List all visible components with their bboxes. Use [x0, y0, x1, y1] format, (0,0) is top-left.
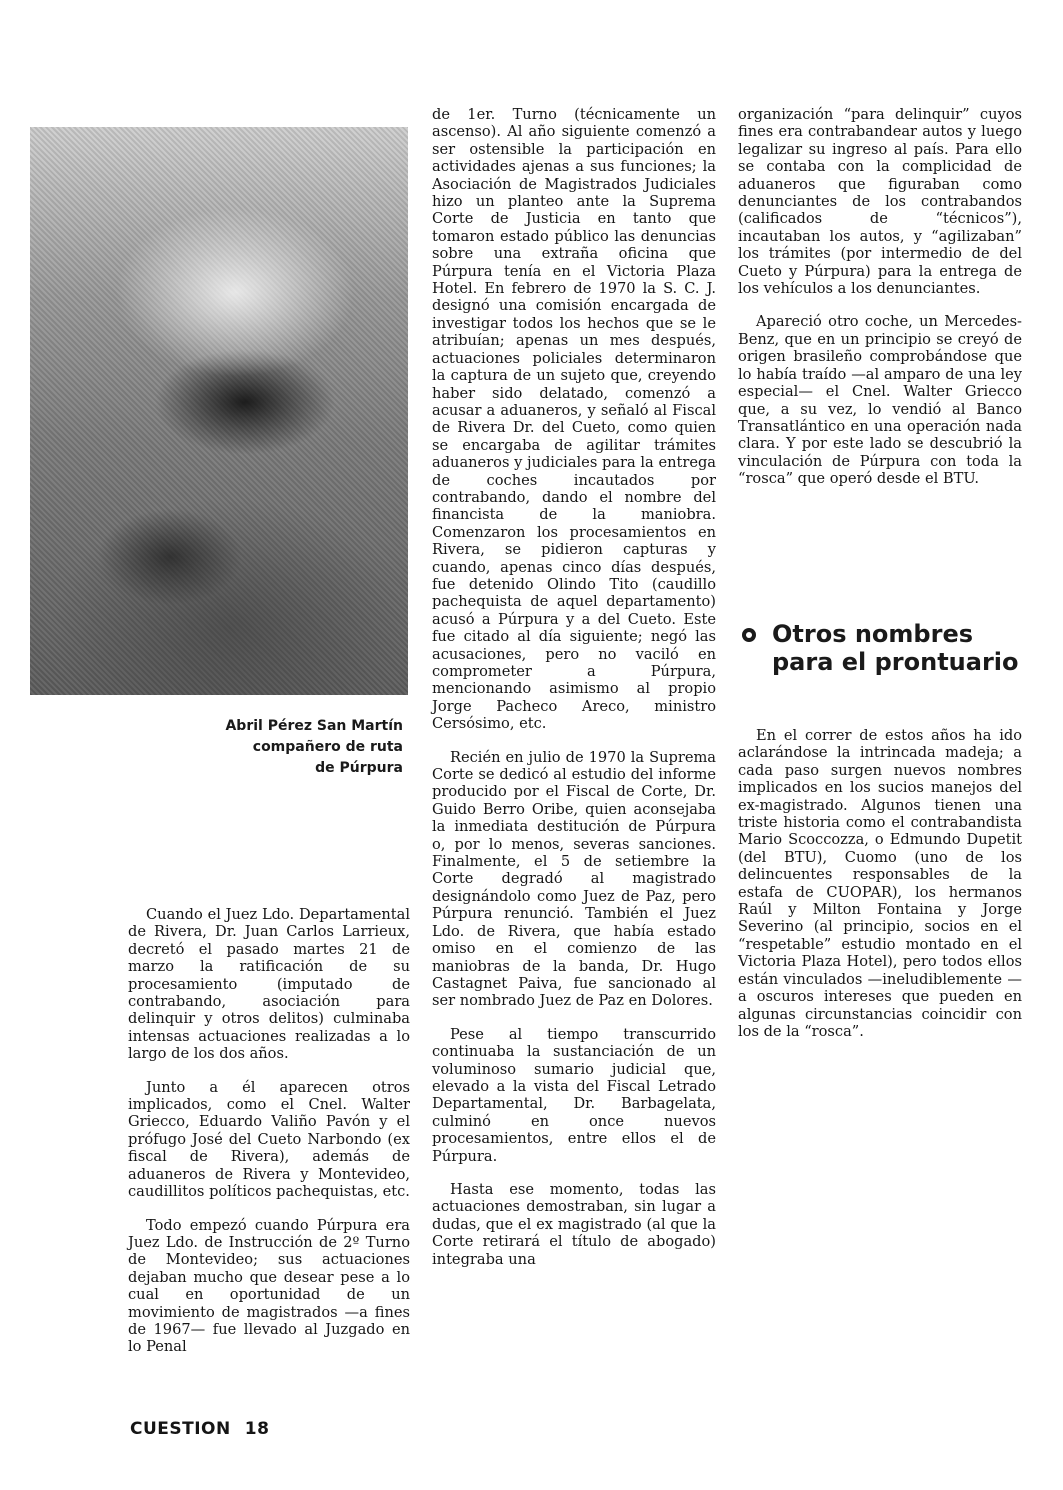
- paragraph: Cuando el Juez Ldo. Departamental de Rivera, Dr. Juan Carlos Larrieux, decretó el pasado martes 21 de marzo la ratificación de su procesamiento (imputado de contrabando, asociación para delinquir y otros delitos) culminaba intensas actuaciones realizadas a lo largo de los dos años.: [128, 906, 410, 1063]
- paragraph: En el correr de estos años ha ido aclarándose la intrincada madeja; a cada paso surgen nuevos nombres implicados en los sucios manejos del ex-magistrado. Algunos tienen una triste historia como el contrabandista Mario Scoccozza, o Edmundo Dupetit (del BTU), Cuomo (uno de los delincuentes responsables de la estafa de CUOPAR), los hermanos Raúl y Milton Fontaina y Jorge Severino (al principio, socios en el “respetable” estudio montado en el Victoria Plaza Hotel), pero todos ellos están vinculados —ineludiblemente —a oscuros intereses que pueden en algunas circunstancias coincidir con los de la “rosca”.: [738, 727, 1022, 1040]
- article-column-1: [128, 906, 410, 1372]
- article-column-3-continued: [738, 727, 1022, 1056]
- article-column-3: [738, 106, 1022, 504]
- article-column-2: [432, 106, 716, 1284]
- paragraph: Recién en julio de 1970 la Suprema Corte se dedicó al estudio del informe producido por el Fiscal de Corte, Dr. Guido Berro Oribe, quien aconsejaba la inmediata destitución de Púrpura o, por lo menos, severas sanciones. Finalmente, el 5 de setiembre la Corte degradó al magistrado designándolo como Juez de Paz, pero Púrpura renunció. También el Juez Ldo. de Rivera, que había estado omiso en el comienzo de las maniobras de la banda, Dr. Hugo Castagnet Paiva, fue sancionado al ser nombrado Juez de Paz en Dolores.: [432, 748, 716, 1010]
- paragraph: de 1er. Turno (técnicamente un ascenso). Al año siguiente comenzó a ser ostensible la participación en actividades ajenas a sus funciones; la Asociación de Magistrados Judiciales hizo un planteo ante la Suprema Corte de Justicia en tanto que tomaron estado público las denuncias sobre una extraña oficina que Púrpura tenía en el Victoria Plaza Hotel. En febrero de 1970 la S. C. J. designó una comisión encargada de investigar todos los hechos que se le atribuían; apenas un mes después, actuaciones policiales determinaron la captura de un sujeto que, creyendo haber sido delatado, comenzó a acusar a aduaneros, y señaló al Fiscal de Rivera Dr. del Cueto, como quien se encargaba de agilitar trámites aduaneros y judiciales para la entrega de coches incautados por contrabando, dando el nombre del financista de la maniobra. Comenzaron los procesamientos en Rivera, se pidieron capturas y cuando, apenas cinco días después, fue detenido Olindo Tito (caudillo pachequista de aquel departamento) acusó a Púrpura y a del Cueto. Este fue citado al día siguiente; negó las acusaciones, pero no vaciló en comprometer a Púrpura, mencionando asimismo al propio Jorge Pacheco Areco, ministro Cersósimo, etc.: [432, 106, 716, 733]
- paragraph: Hasta ese momento, todas las actuaciones demostraban, sin lugar a dudas, que el ex magistrado (al que la Corte retirará el título de abogado) integraba una: [432, 1180, 716, 1268]
- paragraph: Pese al tiempo transcurrido continuaba la sustanciación de un voluminoso sumario judicial que, elevado a la vista del Fiscal Letrado Departamental, Dr. Barbagelata, culminó en once nuevos procesamientos, entre ellos el de Púrpura.: [432, 1025, 716, 1165]
- section-heading-text: Otros nombres para el prontuario: [772, 620, 1019, 676]
- photo-caption: [100, 716, 403, 779]
- page-number: 18: [244, 1419, 270, 1439]
- magazine-name: CUESTION: [130, 1419, 231, 1439]
- caption-line-1: Abril Pérez San Martín: [225, 718, 403, 734]
- paragraph: Apareció otro coche, un Mercedes-Benz, que en un principio se creyó de origen brasileño comprobándose que lo había traído —al amparo de una ley especial— el Cnel. Walter Griecco que, a su vez, lo vendió al Banco Transatlántico en una operación nada clara. Y por este lado se descubrió la vinculación de Púrpura con toda la “rosca” que operó desde el BTU.: [738, 313, 1022, 488]
- page-footer: [130, 1419, 269, 1439]
- caption-line-3: de Púrpura: [315, 760, 403, 776]
- paragraph: Junto a él aparecen otros implicados, como el Cnel. Walter Griecco, Eduardo Valiño Pavón y el prófugo José del Cueto Narbondo (ex fiscal de Rivera), además de aduaneros de Rivera y Montevideo, caudillitos políticos pachequistas, etc.: [128, 1078, 410, 1201]
- bullet-icon: [742, 628, 756, 642]
- paragraph: Todo empezó cuando Púrpura era Juez Ldo. de Instrucción de 2º Turno de Montevideo; sus actuaciones dejaban mucho que desear pese a lo cual en oportunidad de un movimiento de magistrados —a fines de 1967— fue llevado al Juzgado en lo Penal: [128, 1216, 410, 1356]
- paragraph: organización “para delinquir” cuyos fines era contrabandear autos y luego legalizar su ingreso al país. Para ello se contaba con la complicidad de aduaneros que figuraban como denunciantes de los contrabandos (calificados de “técnicos”), incautaban los autos, y “agilizaban” los trámites (por intermedio de del Cueto y Púrpura) para la entrega de los vehículos a los denunciantes.: [738, 106, 1022, 298]
- portrait-photo: [30, 127, 408, 695]
- caption-line-2: compañero de ruta: [252, 739, 403, 755]
